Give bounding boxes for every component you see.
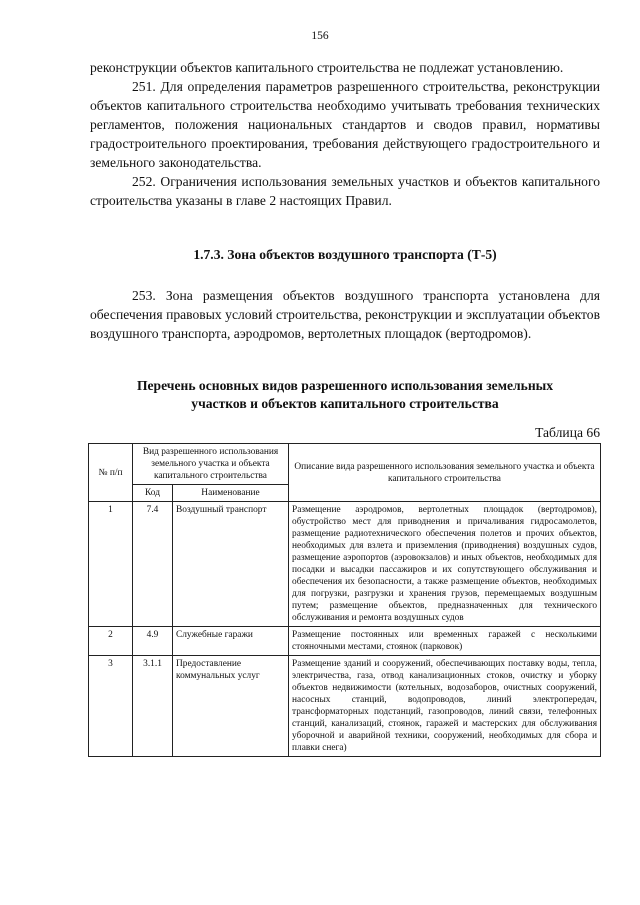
- table-row: [89, 502, 601, 627]
- table-label: Таблица 66: [535, 425, 600, 440]
- row-code: 3.1.1: [133, 656, 173, 757]
- row-code: 4.9: [133, 627, 173, 656]
- row-desc: Размещение зданий и сооружений, обеспечивающих поставку воды, тепла, электричества, газа, отвод канализационных стоков, очистку и уборку объектов недвижимости (котельных, водозаборов, очистных сооружений, насосных станций, водопроводов, линий электропередач, трансформаторных подстанций, газопроводов, линий связи, телефонных станций, канализаций, стоянок, гаражей и мастерских для обслуживания уборочной и аварийной техники, сооружений, необходимых для сбора и плавки снега): [289, 656, 601, 757]
- list-title-line: Перечень основных видов разрешенного использования земельных: [136, 378, 554, 393]
- body-text-top: [90, 58, 600, 210]
- paragraph: 251. Для определения параметров разрешенного строительства, реконструкции объектов капитального строительства необходимо учитывать требования технических регламентов, положения национальных стандартов и сводов правил, нормативы градостроительного проектирования, требования действующего градостроительного и земельного законодательства.: [90, 79, 600, 170]
- table-row: [89, 656, 601, 757]
- list-title-line: участков и объектов капитального строительства: [191, 396, 499, 411]
- header-name: Наименование: [173, 485, 289, 502]
- header-code: Код: [133, 485, 173, 502]
- paragraph: 252. Ограничения использования земельных участков и объектов капитального строительства указаны в главе 2 настоящих Правил.: [90, 174, 600, 208]
- row-desc: Размещение постоянных или временных гаражей с несколькими стояночными местами, стоянок (парковок): [289, 627, 601, 656]
- header-num: № п/п: [89, 444, 133, 502]
- section-title: 1.7.3. Зона объектов воздушного транспорта (Т-5): [193, 247, 497, 262]
- row-desc: Размещение аэродромов, вертолетных площадок (вертодромов), обустройство мест для приводнения и причаливания гидросамолетов, размещение радиотехнического обеспечения полетов и прочих объектов, необходимых для взлета и приземления (приводнения) воздушных судов, размещение аэропортов (аэровокзалов) и иных объектов, необходимых для посадки и высадки пассажиров и их сопутствующего обслуживания и обеспечения их безопасности, а также размещение объектов, необходимых для погрузки, разгрузки и хранения грузов, перемещаемых воздушным путем; размещение объектов, предназначенных для технического обслуживания и ремонта воздушных судов: [289, 502, 601, 627]
- row-num: 3: [89, 656, 133, 757]
- body-text-253: [90, 286, 600, 343]
- row-num: 2: [89, 627, 133, 656]
- paragraph: 253. Зона размещения объектов воздушного транспорта установлена для обеспечения правовых условий строительства, реконструкции и эксплуатации объектов воздушного транспорта, аэродромов, вертолетных площадок (вертодромов).: [90, 288, 600, 341]
- paragraph: реконструкции объектов капитального строительства не подлежат установлению.: [90, 60, 564, 75]
- header-kind: Вид разрешенного использования земельного участка и объекта капитального строительства: [133, 444, 289, 485]
- table-row: [89, 627, 601, 656]
- row-code: 7.4: [133, 502, 173, 627]
- land-use-table: [88, 443, 601, 757]
- row-num: 1: [89, 502, 133, 627]
- header-desc: Описание вида разрешенного использования земельного участка и объекта капитального строительства: [289, 444, 601, 502]
- row-name: Предоставление коммунальных услуг: [173, 656, 289, 757]
- row-name: Воздушный транспорт: [173, 502, 289, 627]
- row-name: Служебные гаражи: [173, 627, 289, 656]
- page-number: 156: [311, 30, 329, 42]
- list-title: [90, 377, 600, 413]
